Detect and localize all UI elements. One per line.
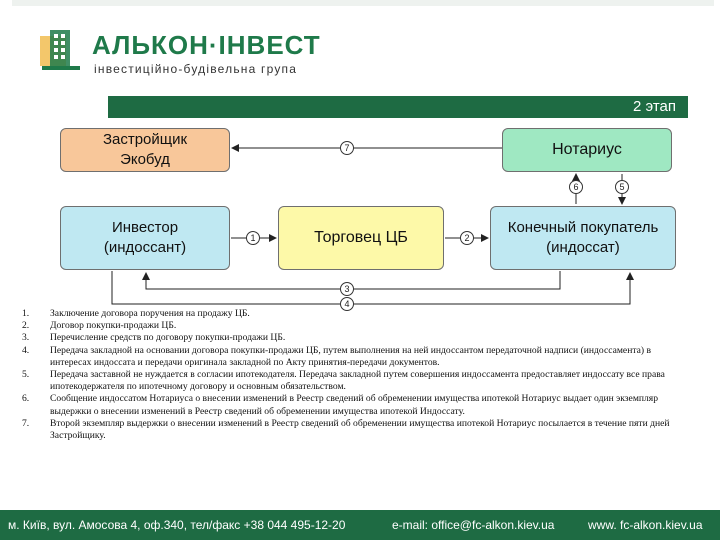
note-text: Договор покупки-продажи ЦБ. [50, 320, 177, 332]
note-text: Сообщение индоссатом Нотариуса о внесении изменений в Реестр сведений об обременении имущества ипотекой Нотариус выдает один экземпляр выдержки о внесении изменений в Реестр сведений об обременении имущества ипотекой Индоссату. [50, 393, 659, 417]
step-marker-5: 5 [615, 180, 629, 194]
list-item [22, 393, 692, 417]
footer-email[interactable]: e-mail: office@fc-alkon.kiev.ua [392, 518, 555, 532]
note-number: 2. [22, 320, 30, 332]
note-text: Второй экземпляр выдержки о внесении изменений в Реестр сведений об обременении имущества ипотекой Нотариус посылается в течение пяти дней Застройщику. [50, 417, 670, 442]
list-item [22, 369, 692, 393]
buyer-box: Конечный покупатель (индоссат) [490, 206, 676, 270]
note-text: Перечисление средств по договору покупки-продажи ЦБ. [50, 332, 286, 344]
list-item [22, 418, 692, 442]
note-number: 1. [22, 308, 30, 319]
steps-legend [22, 308, 692, 442]
developer-box: Застройщик Экобуд [60, 128, 230, 172]
step-marker-2: 2 [460, 231, 474, 245]
footer-address: м. Київ, вул. Амосова 4, оф.340, тел/факс +38 044 495-12-20 [8, 518, 346, 532]
footer-website[interactable]: www. fc-alkon.kiev.ua [588, 518, 703, 532]
list-item [22, 308, 692, 320]
note-number: 7. [22, 417, 30, 429]
step-marker-3: 3 [340, 282, 354, 296]
step-marker-6: 6 [569, 180, 583, 194]
note-number: 5. [22, 369, 30, 381]
investor-box: Инвестор (индоссант) [60, 206, 230, 270]
trader-box: Торговец ЦБ [278, 206, 444, 270]
note-number: 6. [22, 393, 30, 405]
footer-bar [0, 510, 720, 540]
note-text: Передача закладной на основании договора покупки-продажи ЦБ, путем выполнения на ней индоссантом передаточной надписи (индоссамента) в интересах индоссата и передачи оригинала закладной по Акту принятия-передачи документов. [50, 344, 652, 368]
arrow-4-investor-to-buyer [112, 271, 630, 304]
brand-name: АЛЬКОН·ІНВЕСТ [92, 30, 321, 60]
note-number: 3. [22, 332, 30, 344]
list-item [22, 345, 692, 369]
stage-label: 2 этап [632, 98, 676, 115]
list-item [22, 332, 692, 344]
note-text: Заключение договора поручения на продажу ЦБ. [50, 308, 250, 319]
step-marker-1: 1 [246, 231, 260, 245]
note-text: Передача заставной не нуждается в согласии ипотекодателя. Передача закладной путем совершения индоссамента предоставляет индоссату все права ипотекодержателя по ипотечному договору и основным обязательством. [50, 369, 665, 393]
step-marker-7: 7 [340, 141, 354, 155]
note-number: 4. [22, 344, 30, 356]
list-item [22, 320, 692, 332]
notary-box: Нотариус [502, 128, 672, 172]
step-marker-4: 4 [340, 297, 354, 311]
brand-tagline: інвестиційно-будівельна група [94, 62, 298, 76]
